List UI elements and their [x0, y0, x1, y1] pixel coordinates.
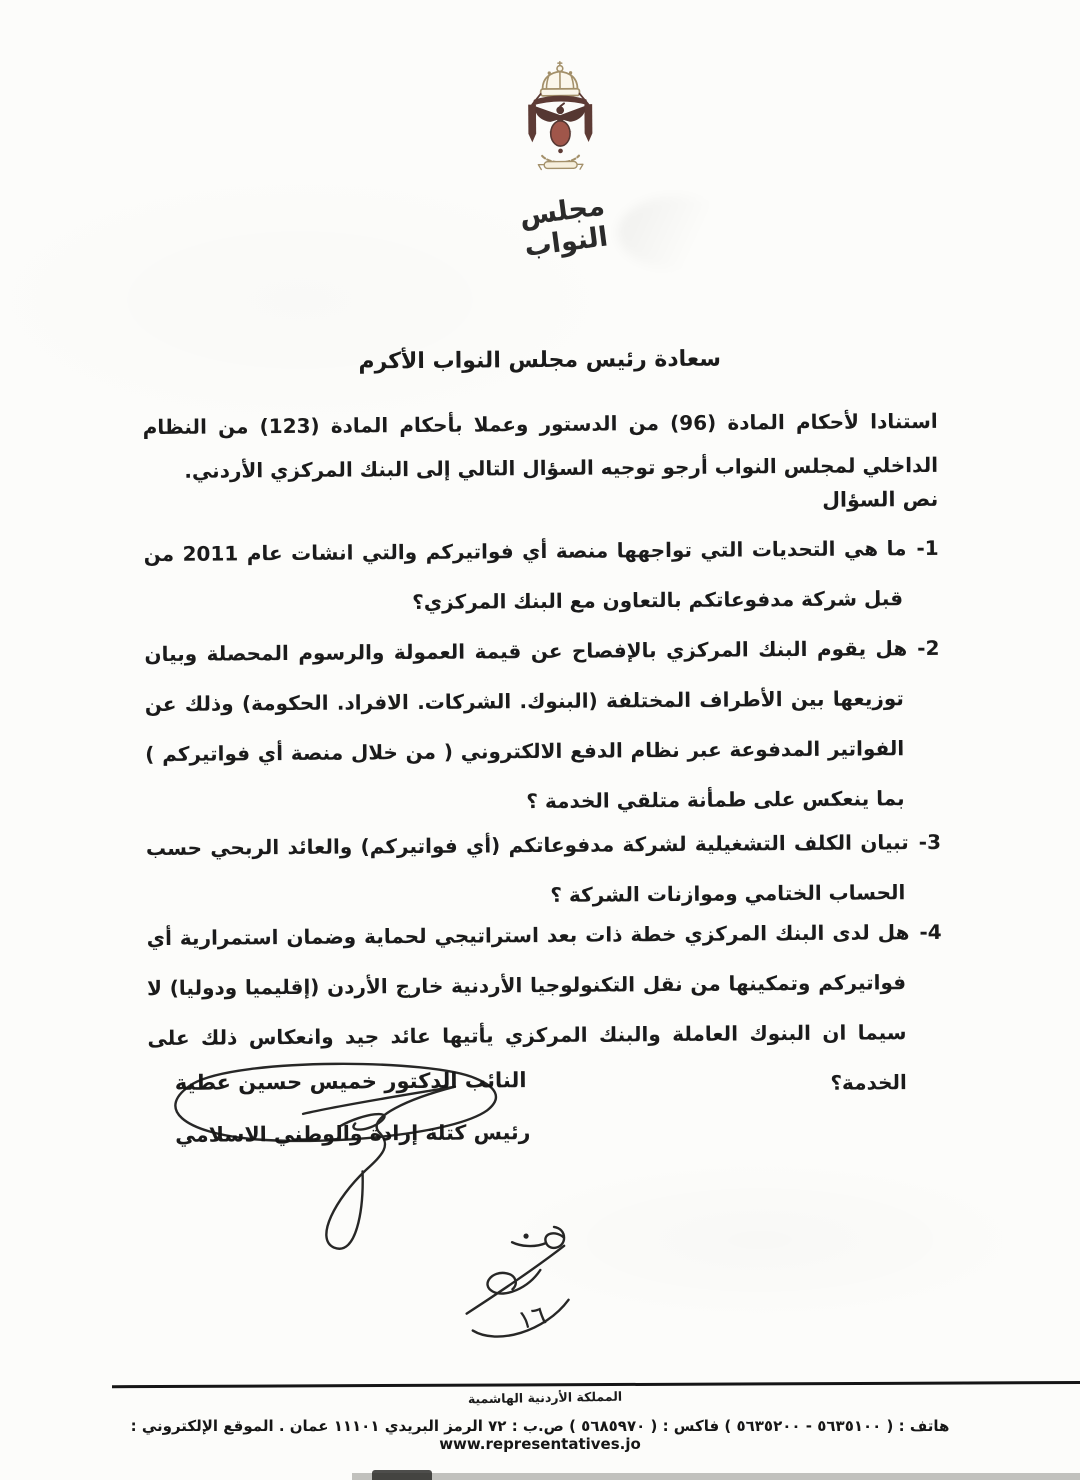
scan-edge-smudge [372, 1470, 432, 1480]
question-text: ما هي التحديات التي تواجهها منصة أي فواتيركم والتي انشات عام 2011 من قبل شركة مدفوعاتكم بالتعاون مع البنك المركزي؟ [143, 536, 907, 614]
footer-contact-line: هاتف : ( ٥٦٣٥١٠٠ - ٥٦٣٥٢٠٠ ) فاكس : ( ٥٦٨٥٩٧٠ ) ص.ب : ٧٢ الرمز البريدي ١١١٠١ عمان . الموقع الإلكتروني : www.representatives.jo [130, 1417, 950, 1453]
signature-name: النائب الدكتور خميس حسين عطية [174, 1068, 527, 1095]
scan-edge-artifact [352, 1473, 1080, 1480]
handwritten-number: ١٦ [514, 1300, 550, 1337]
kingdom-calligraphy: المملكة الأردنية الهاشمية [467, 1388, 623, 1407]
jordan-coat-of-arms-icon [501, 59, 620, 186]
parliament-logo-calligraphy: مجلس النواب [517, 190, 610, 263]
question-number: 2- [917, 635, 940, 661]
question-section-label: نص السؤال [822, 486, 939, 512]
letter-salutation: سعادة رئيس مجلس النواب الأكرم [358, 346, 722, 375]
question-number: 4- [919, 919, 942, 945]
question-item-2 [144, 623, 941, 829]
question-number: 1- [916, 535, 939, 561]
question-item-1 [143, 523, 939, 629]
question-text: هل يقوم البنك المركزي بالإفصاح عن قيمة العمولة والرسوم المحصلة وبيان توزيعها بين الأطراف المختلفة (البنوك. الشركات. الافراد. الحكومة) وذلك عن الفواتير المدفوعة عبر نظام الدفع الالكتروني ( من خلال منصة أي فواتيركم ) بما ينعكس على طمأنة متلقي الخدمة ؟ [144, 636, 908, 814]
letter-intro-paragraph: استنادا لأحكام المادة (96) من الدستور وعملا بأحكام المادة (123) من النظام الداخلي لمجلس النواب أرجو توجيه السؤال التالي إلى البنك المركزي الأردني. [142, 408, 939, 483]
signature-title: رئيس كتلة إرادة والوطني الاسلامي [175, 1120, 531, 1147]
question-text: هل لدى البنك المركزي خطة ذات بعد استراتيجي لحماية وضمان استمرارية أي فواتيركم وتمكينها من نقل التكنولوجيا الأردنية خارج الأردن (إقليميا ودوليا) لا سيما ان البنوك العاملة والبنك المركزي يأتيها عائد جيد وانعكاس ذلك على الخدمة؟ [146, 920, 910, 1095]
question-text: تبيان الكلف التشغيلية لشركة مدفوعاتكم (أي فواتيركم) والعائد الربحي حسب الحساب الختامي وموازنات الشركة ؟ [145, 830, 909, 907]
question-number: 3- [918, 829, 942, 855]
